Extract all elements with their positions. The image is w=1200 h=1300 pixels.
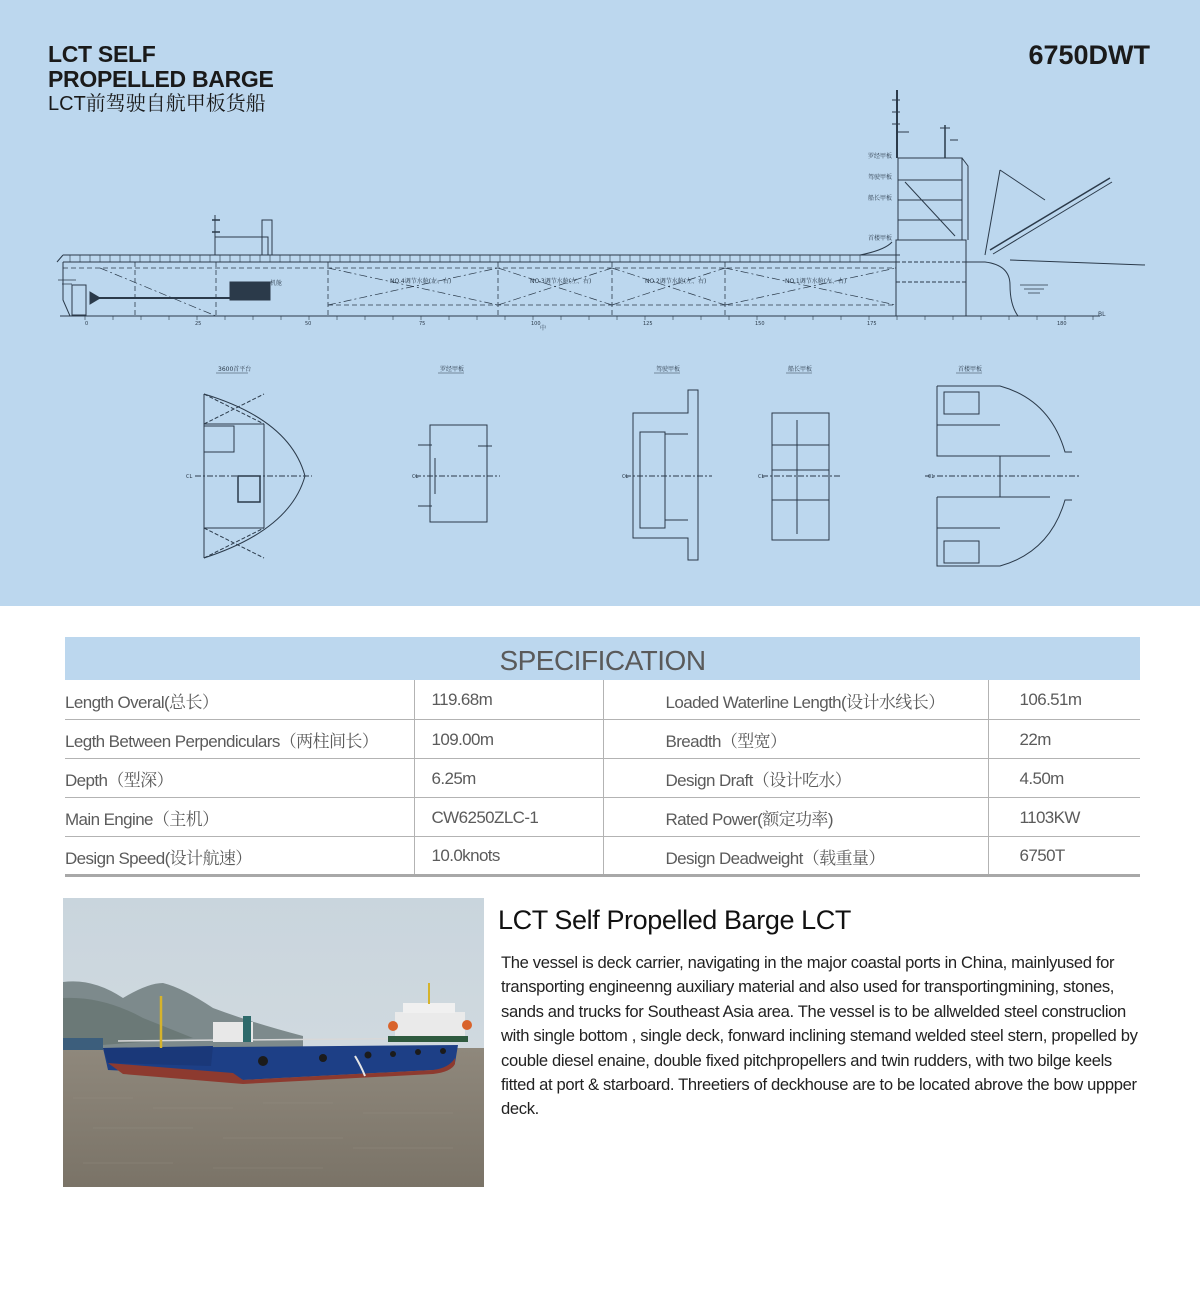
plan-wheelhouse-deck (625, 390, 712, 560)
svg-text:BL: BL (1098, 311, 1106, 318)
svg-text:机舱: 机舱 (270, 280, 283, 287)
spec-value: 4.50m (988, 758, 1140, 797)
specification-table (65, 637, 1140, 877)
hero-panel (0, 0, 1200, 606)
svg-text:125: 125 (643, 321, 653, 327)
svg-text:180: 180 (1057, 321, 1067, 327)
spec-value: 6750T (988, 836, 1140, 875)
description-body: The vessel is deck carrier, navigating in the major coastal ports in China, mainlyused for transporting engineenng auxiliary material and also used for transportingmining, stones, sands and trucks for Southeast Asia area. The vessel is to be allwelded steel construclion with single bottom , single deck, fonward inclining stemand welded steel stern, propelled by couble diesel enaine, double fixed pitchpropellers and twin rudders, with two bilge keels fitted at port & starboard. Threetiers of deckhouse are to be located abrove the bow uppper deck. (501, 953, 1138, 1119)
table-row (65, 680, 1140, 719)
capacity-label: 6750DWT (1028, 40, 1150, 70)
svg-text:175: 175 (867, 321, 877, 327)
plan-compass-deck (415, 425, 500, 522)
spec-value: 1103KW (988, 797, 1140, 836)
spec-label: Loaded Waterline Length(设计水线长） (603, 680, 988, 719)
plan-forecastle-deck (925, 386, 1080, 566)
description-title: LCT Self Propelled Barge LCT (498, 905, 851, 935)
svg-text:CL: CL (622, 474, 629, 480)
spec-value: 109.00m (414, 719, 603, 758)
spec-label: Length Overal(总长） (65, 680, 414, 719)
svg-text:CL: CL (758, 474, 765, 480)
spec-grid (65, 680, 1140, 877)
svg-text:150: 150 (755, 321, 765, 327)
title-line-2: PROPELLED BARGE (48, 66, 274, 92)
spec-value: 22m (988, 719, 1140, 758)
spec-label: Depth（型深） (65, 758, 414, 797)
svg-text:NO.2调节水舱(左、右): NO.2调节水舱(左、右) (645, 278, 707, 285)
svg-text:船长甲板: 船长甲板 (788, 366, 813, 373)
svg-text:中: 中 (540, 325, 547, 332)
spec-value: 10.0knots (414, 836, 603, 875)
svg-text:首楼甲板: 首楼甲板 (868, 235, 893, 242)
profile-view (57, 90, 1145, 320)
svg-text:0: 0 (85, 321, 89, 327)
plan-captain-deck (762, 413, 842, 540)
plan-platform (195, 394, 312, 558)
spec-value: 119.68m (414, 680, 603, 719)
table-row (65, 758, 1140, 797)
spec-label: Design Speed(设计航速） (65, 836, 414, 875)
spec-label: Rated Power(额定功率) (603, 797, 988, 836)
barge-photo-illustration (63, 898, 484, 1187)
general-arrangement-drawing (0, 0, 1200, 606)
svg-text:首楼甲板: 首楼甲板 (958, 366, 983, 373)
svg-text:驾驶甲板: 驾驶甲板 (868, 174, 893, 181)
svg-text:NO.1调节水舱(左、右): NO.1调节水舱(左、右) (785, 278, 847, 285)
svg-text:罗经甲板: 罗经甲板 (440, 366, 465, 373)
table-row (65, 719, 1140, 758)
svg-text:3600首平台: 3600首平台 (218, 366, 252, 373)
svg-text:CL: CL (412, 474, 419, 480)
description-section (498, 903, 1148, 1122)
spec-value: CW6250ZLC-1 (414, 797, 603, 836)
svg-text:NO.4调节水舱(左、右): NO.4调节水舱(左、右) (390, 278, 452, 285)
svg-text:CL: CL (928, 474, 935, 480)
table-row (65, 797, 1140, 836)
spec-label: Main Engine（主机） (65, 797, 414, 836)
svg-text:75: 75 (419, 321, 426, 327)
svg-text:100: 100 (531, 321, 541, 327)
table-row (65, 836, 1140, 875)
title-chinese: LCT前驾驶自航甲板货船 (48, 93, 266, 115)
spec-label: Design Draft（设计吃水） (603, 758, 988, 797)
spec-value: 6.25m (414, 758, 603, 797)
svg-text:驾驶甲板: 驾驶甲板 (656, 366, 681, 373)
svg-text:50: 50 (305, 321, 312, 327)
svg-text:罗经甲板: 罗经甲板 (868, 153, 893, 160)
svg-text:25: 25 (195, 321, 202, 327)
vessel-photo (63, 898, 484, 1187)
spec-label: Breadth（型宽） (603, 719, 988, 758)
svg-text:CL: CL (186, 474, 193, 480)
spec-label: Design Deadweight（载重量） (603, 836, 988, 875)
title-line-1: LCT SELF (48, 41, 156, 67)
svg-text:船长甲板: 船长甲板 (868, 195, 893, 202)
spec-value: 106.51m (988, 680, 1140, 719)
spec-label: Legth Between Perpendiculars（两柱间长） (65, 719, 414, 758)
specification-title: SPECIFICATION (65, 637, 1140, 680)
svg-text:NO.3调节水舱(左、右): NO.3调节水舱(左、右) (530, 278, 592, 285)
